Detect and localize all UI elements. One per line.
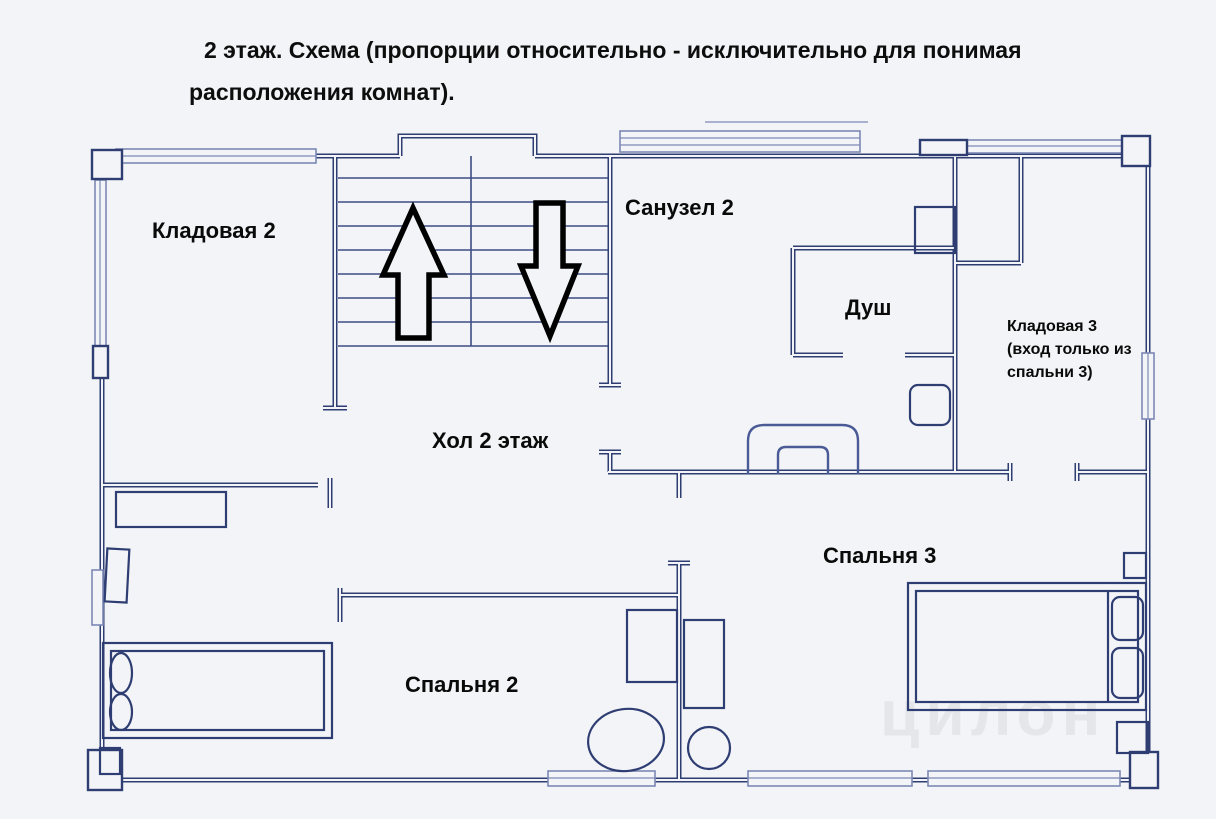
cabinet <box>116 492 226 527</box>
sink <box>910 385 950 425</box>
room-label-shower: Душ <box>845 295 892 320</box>
down-arrow-icon <box>521 203 578 336</box>
armchair <box>584 704 668 776</box>
nightstand <box>1117 722 1148 753</box>
room-label-hall2: Хол 2 этаж <box>432 428 549 453</box>
room-label-bedroom2: Спальня 2 <box>405 672 519 697</box>
room-label-bedroom3: Спальня 3 <box>823 543 937 568</box>
stool <box>688 727 730 769</box>
stair-arrows <box>383 203 578 338</box>
wardrobe <box>684 620 724 708</box>
page-title-line2: расположения комнат). <box>189 79 455 105</box>
storage3-name: Кладовая 3 <box>1007 318 1097 335</box>
pillow <box>110 694 132 730</box>
nightstand <box>1124 553 1146 578</box>
staircase <box>338 156 608 346</box>
door-leaf <box>105 548 130 602</box>
wardrobe <box>627 610 677 682</box>
room-label-bathroom2: Санузел 2 <box>625 195 734 220</box>
toilet <box>748 425 858 474</box>
pillow <box>110 653 132 693</box>
storage3-note-line2: спальни 3) <box>1007 364 1093 381</box>
room-label-storage3 <box>1007 315 1132 384</box>
page-title-line1: 2 этаж. Схема (пропорции относительно - исключительно для понимая <box>204 37 1022 63</box>
room-label-storage2: Кладовая 2 <box>152 218 276 243</box>
storage3-note-line1: (вход только из <box>1007 341 1132 358</box>
bed-bedroom2 <box>100 643 332 774</box>
up-arrow-icon <box>383 208 444 338</box>
watermark: цилон <box>880 677 1107 749</box>
